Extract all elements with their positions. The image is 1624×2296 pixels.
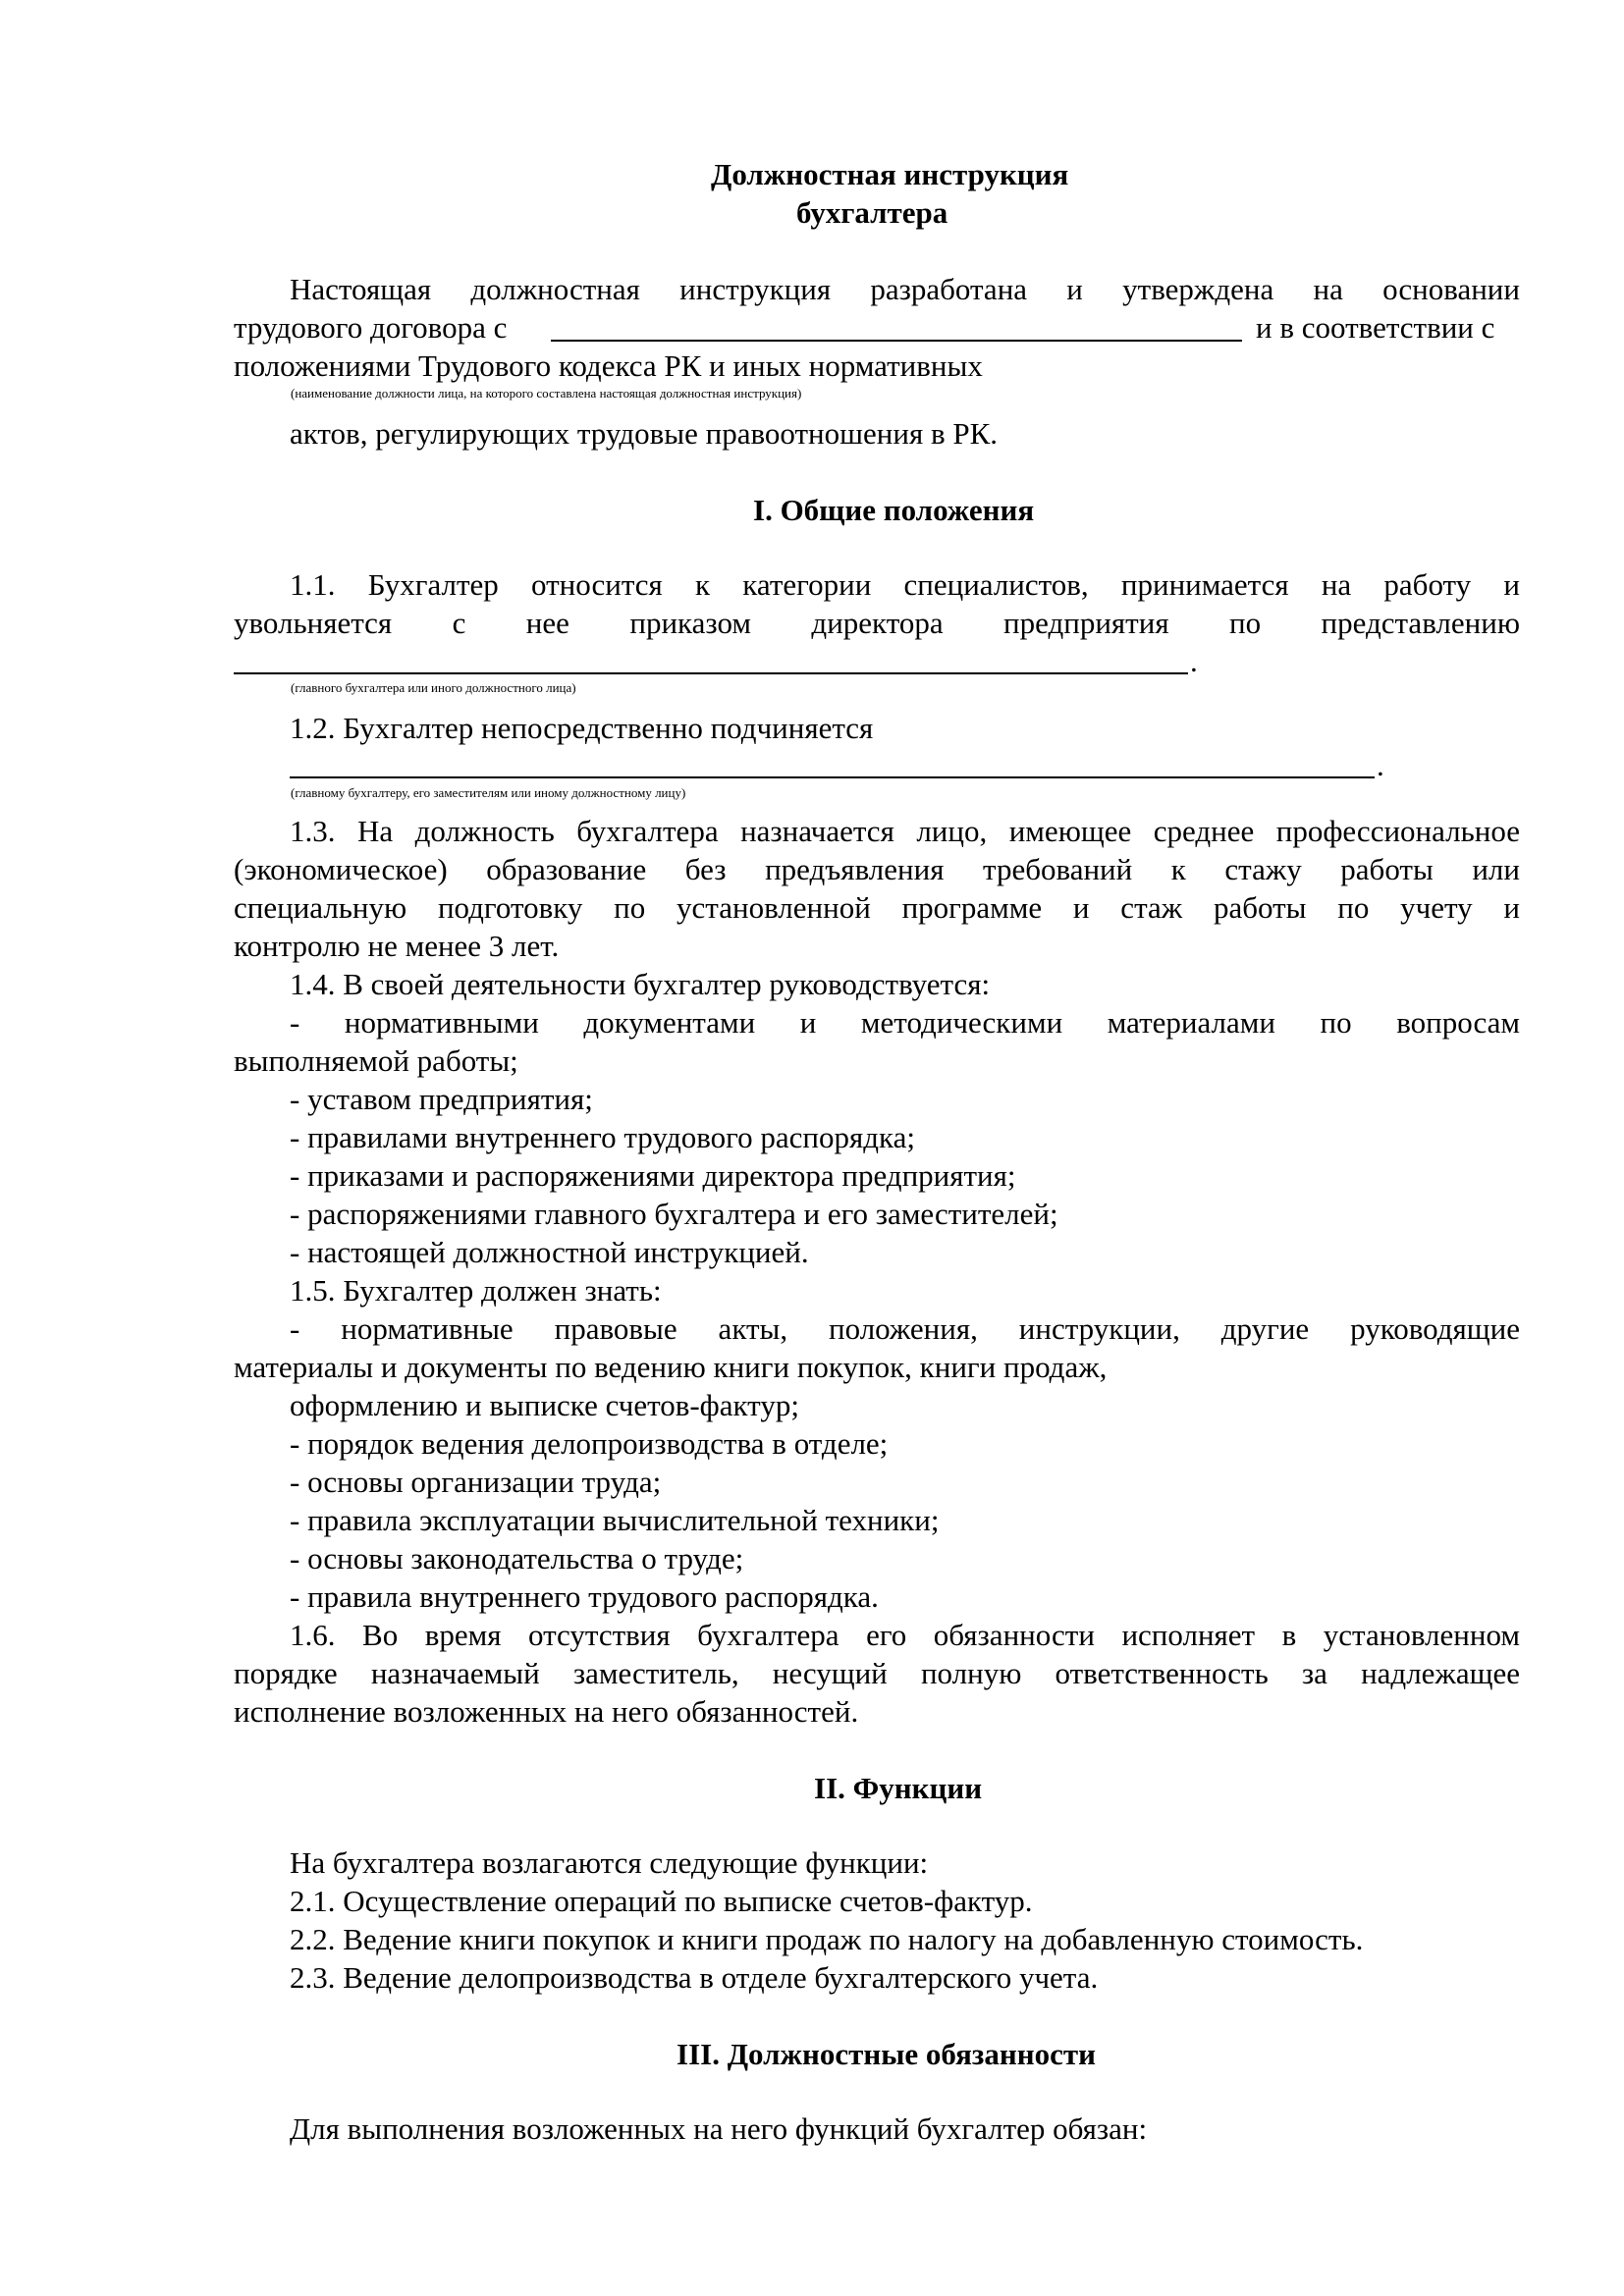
list-item: - основы законодательства о труде; — [290, 1541, 744, 1575]
intro-line-1: Настоящая должностная инструкция разработана и утверждена на основании — [290, 272, 1520, 306]
clause-1-5-line-3: материалы и документы по ведению книги покупок, книги продаж, — [234, 1350, 1108, 1384]
clause-1-1-end: . — [1190, 644, 1198, 678]
list-item: 2.3. Ведение делопроизводства в отделе бухгалтерского учета. — [290, 1960, 1099, 1995]
intro-line-4: актов, регулирующих трудовые правоотношения в РК. — [290, 416, 999, 451]
list-item: - настоящей должностной инструкцией. — [290, 1235, 809, 1269]
clause-1-3-line-2: (экономическое) образование без предъявления требований к стажу работы или — [234, 852, 1520, 886]
list-item: оформлению и выписке счетов-фактур; — [290, 1388, 799, 1422]
section-heading-functions: II. Функции — [814, 1771, 983, 1805]
duties-intro: Для выполнения возложенных на него функций бухгалтер обязан: — [290, 2111, 1148, 2146]
clause-1-6-line-2: порядке назначаемый заместитель, несущий полную ответственность за надлежащее — [234, 1656, 1520, 1690]
clause-1-4-line-2: - нормативными документами и методическими материалами по вопросам — [290, 1005, 1520, 1040]
clause-1-6-line-1: 1.6. Во время отсутствия бухгалтера его обязанности исполняет в установленном — [290, 1618, 1520, 1652]
clause-1-6-line-3: исполнение возложенных на него обязанностей. — [234, 1694, 859, 1729]
clause-1-5-line-1: 1.5. Бухгалтер должен знать: — [290, 1273, 662, 1308]
clause-1-3-line-1: 1.3. На должность бухгалтера назначается лицо, имеющее среднее профессиональное — [290, 814, 1520, 848]
list-item: - правилами внутреннего трудового распорядка; — [290, 1120, 915, 1154]
list-item: - распоряжениями главного бухгалтера и его заместителей; — [290, 1197, 1058, 1231]
intro-line-2-start: трудового договора с — [234, 310, 508, 345]
supervisor-caption: (главному бухгалтеру, его заместителям или иному должностному лицу) — [291, 785, 686, 800]
intro-line-2-end: и в соответствии с — [1256, 310, 1495, 345]
clause-1-1-line-2: увольняется с нее приказом директора предприятия по представлению — [234, 606, 1520, 640]
list-item: - основы организации труда; — [290, 1465, 662, 1499]
position-caption: (наименование должности лица, на которого составлена настоящая должностная инструкция) — [291, 386, 802, 400]
clause-1-1-line-1: 1.1. Бухгалтер относится к категории специалистов, принимается на работу и — [290, 567, 1520, 602]
appointer-caption: (главного бухгалтера или иного должностного лица) — [291, 680, 576, 695]
section-heading-duties: III. Должностные обязанности — [677, 2037, 1096, 2071]
functions-intro: На бухгалтера возлагаются следующие функции: — [290, 1845, 929, 1880]
document-subtitle: бухгалтера — [796, 195, 948, 230]
list-item: 2.2. Ведение книги покупок и книги продаж по налогу на добавленную стоимость. — [290, 1922, 1364, 1956]
section-heading-general: I. Общие положения — [753, 493, 1035, 527]
list-item: - уставом предприятия; — [290, 1082, 593, 1116]
list-item: - порядок ведения делопроизводства в отделе; — [290, 1426, 889, 1461]
clause-1-3-line-4: контролю не менее 3 лет. — [234, 929, 560, 963]
clause-1-4-line-1: 1.4. В своей деятельности бухгалтер руководствуется: — [290, 967, 991, 1001]
clause-1-2-end: . — [1377, 748, 1384, 782]
clause-1-4-line-3: выполняемой работы; — [234, 1043, 518, 1078]
clause-1-5-line-2: - нормативные правовые акты, положения, инструкции, другие руководящие — [290, 1311, 1520, 1346]
appointer-blank — [234, 672, 1188, 674]
employee-position-blank — [551, 340, 1242, 342]
clause-1-3-line-3: специальную подготовку по установленной программе и стаж работы по учету и — [234, 890, 1520, 925]
list-item: - правила эксплуатации вычислительной техники; — [290, 1503, 940, 1537]
intro-line-3: положениями Трудового кодекса РК и иных нормативных — [234, 348, 983, 383]
list-item: - правила внутреннего трудового распорядка. — [290, 1579, 879, 1614]
document-title: Должностная инструкция — [711, 157, 1069, 191]
clause-1-2-line-1: 1.2. Бухгалтер непосредственно подчиняется — [290, 711, 874, 745]
supervisor-blank — [290, 776, 1375, 778]
list-item: - приказами и распоряжениями директора предприятия; — [290, 1158, 1016, 1193]
list-item: 2.1. Осуществление операций по выписке счетов-фактур. — [290, 1884, 1033, 1918]
